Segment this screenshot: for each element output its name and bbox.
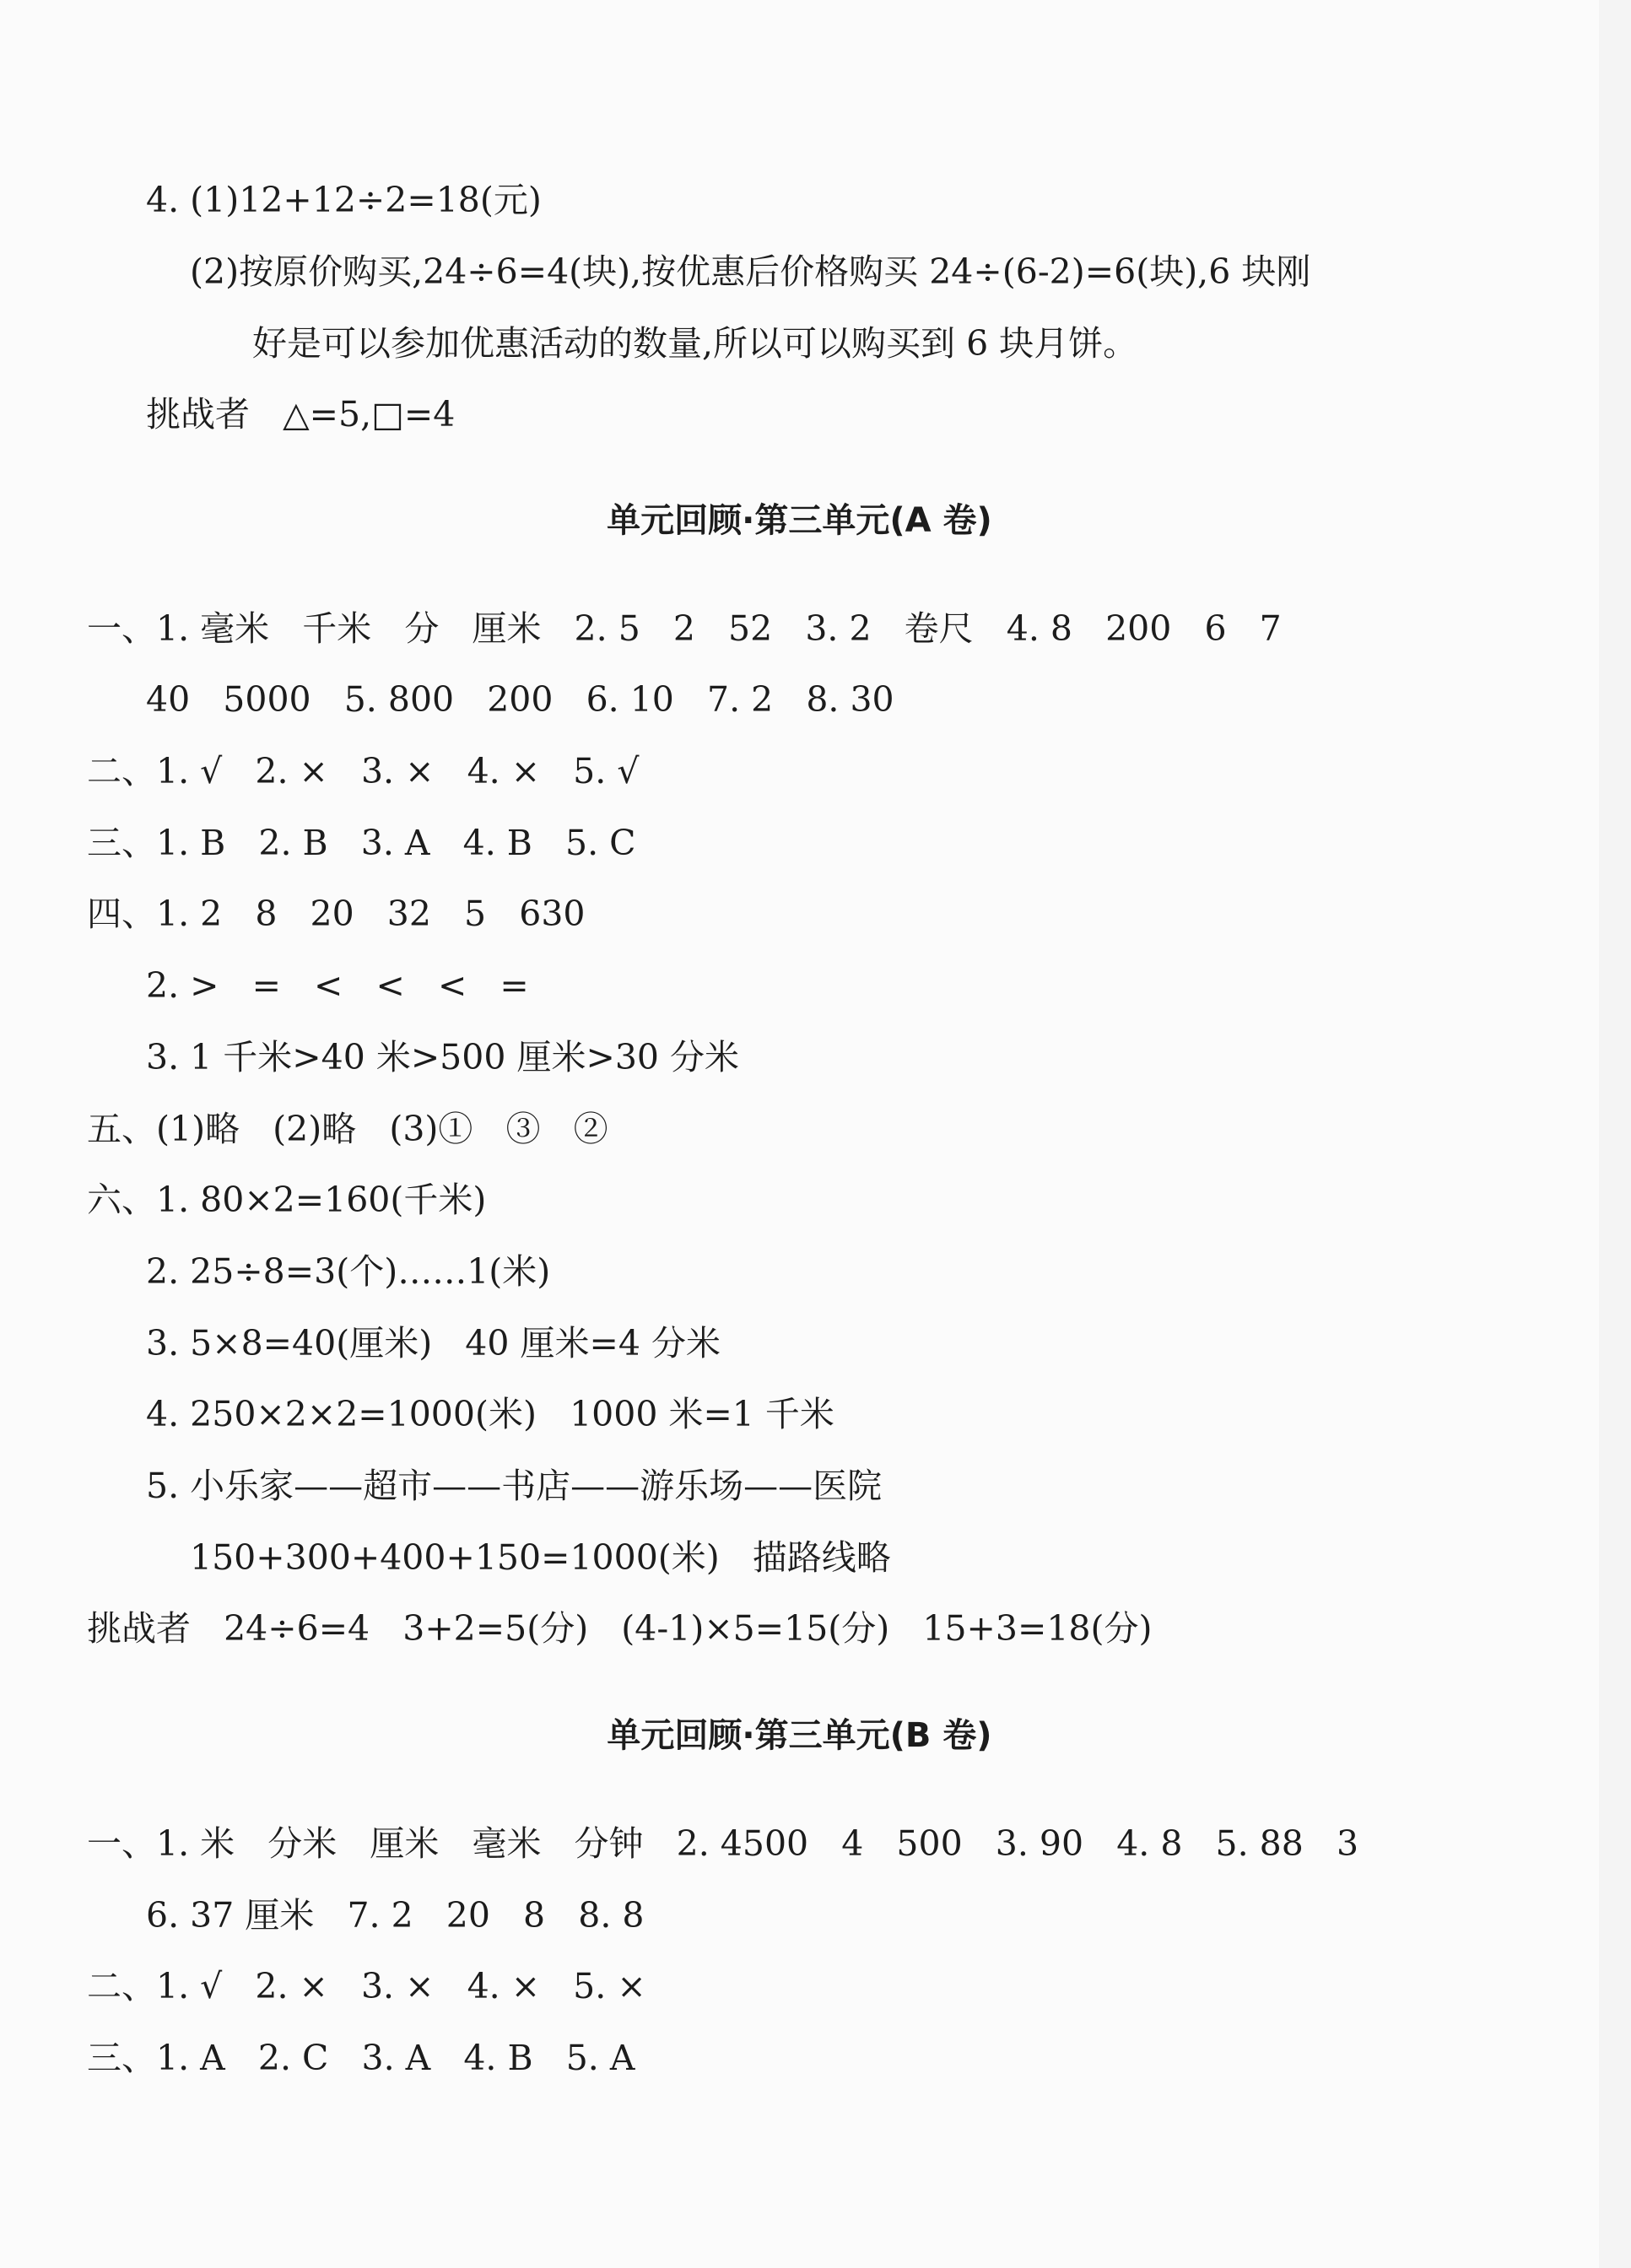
- a-line-13: 5. 小乐家——超市——书店——游乐场——医院: [146, 1466, 883, 1506]
- a-line-12: 4. 250×2×2=1000(米) 1000 米=1 千米: [146, 1394, 834, 1434]
- a-line-4: 三、1. B 2. B 3. A 4. B 5. C: [87, 823, 636, 863]
- a-line-2: 40 5000 5. 800 200 6. 10 7. 2 8. 30: [146, 679, 894, 720]
- b-line-1: 一、1. 米 分米 厘米 毫米 分钟 2. 4500 4 500 3. 90 4. 8 5. 88 3: [87, 1823, 1359, 1864]
- a-line-11: 3. 5×8=40(厘米) 40 厘米=4 分米: [146, 1323, 721, 1364]
- b-line-3: 二、1. √ 2. × 3. × 4. × 5. ×: [87, 1966, 646, 2006]
- answer-line-4-2-cont: 好是可以参加优惠活动的数量,所以可以购买到 6 块月饼。: [252, 323, 1138, 364]
- a-line-8: 五、(1)略 (2)略 (3)① ③ ②: [87, 1109, 608, 1149]
- a-line-3: 二、1. √ 2. × 3. × 4. × 5. √: [87, 751, 640, 791]
- a-line-5: 四、1. 2 8 20 32 5 630: [87, 894, 586, 934]
- section-b-title: 单元回顾·第三单元(B 卷): [607, 1716, 992, 1755]
- a-line-1: 一、1. 毫米 千米 分 厘米 2. 5 2 52 3. 2 卷尺 4. 8 200 6 7: [87, 608, 1282, 649]
- answer-line-4-1: 4. (1)12+12÷2=18(元): [146, 180, 542, 220]
- a-line-15: 挑战者 24÷6=4 3+2=5(分) (4-1)×5=15(分) 15+3=18(分): [87, 1608, 1153, 1649]
- b-line-2: 6. 37 厘米 7. 2 20 8 8. 8: [146, 1895, 645, 1936]
- a-line-10: 2. 25÷8=3(个)……1(米): [146, 1251, 551, 1292]
- a-line-7: 3. 1 千米>40 米>500 厘米>30 分米: [146, 1037, 740, 1077]
- a-line-14: 150+300+400+150=1000(米) 描路线略: [190, 1537, 891, 1578]
- section-a-title: 单元回顾·第三单元(A 卷): [607, 501, 992, 540]
- a-line-6: 2. > = < < < =: [146, 965, 529, 1006]
- a-line-9: 六、1. 80×2=160(千米): [87, 1180, 487, 1220]
- b-line-4: 三、1. A 2. C 3. A 4. B 5. A: [87, 2038, 635, 2078]
- challenger-line: 挑战者 △=5,□=4: [146, 394, 456, 435]
- answer-line-4-2: (2)按原价购买,24÷6=4(块),按优惠后价格购买 24÷(6-2)=6(块),6 块刚: [190, 251, 1311, 292]
